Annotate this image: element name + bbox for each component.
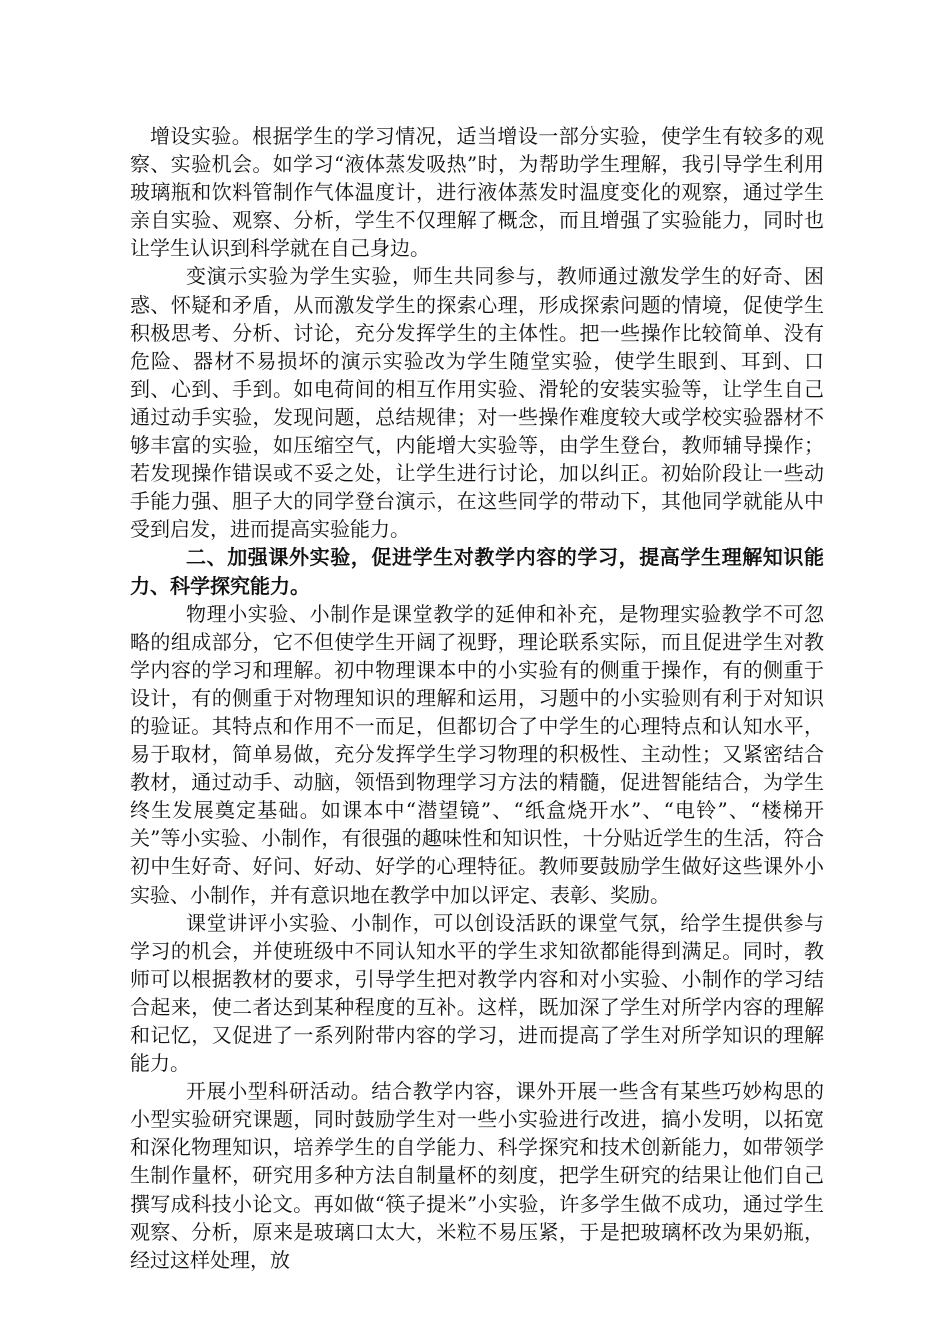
- paragraph-small-research: 开展小型科研活动。结合教学内容，课外开展一些含有某些巧妙构思的小型实验研究课题，同时鼓励学生对一些小实验进行改进，搞小发明，以拓宽和深化物理知识，培养学生的自学能力、科学探究和技术创新能力，如带领学生制作量杯，研究用多种方法自制量杯的刻度，把学生研究的结果让他们自己撰写成科技小论文。再如做“筷子提米”小实验，许多学生做不成功，通过学生观察、分析，原来是玻璃口太大，米粒不易压紧，于是把玻璃杯改为果奶瓶，经过这样处理，放: [130, 1079, 824, 1272]
- section-heading-extracurricular: 二、加强课外实验，促进学生对教学内容的学习，提高学生理解知识能力、科学探究能力。: [130, 545, 824, 598]
- document-body: [130, 122, 824, 1274]
- paragraph-small-experiments: 物理小实验、小制作是课堂教学的延伸和补充，是物理实验教学不可忽略的组成部分，它不但使学生开阔了视野，理论联系实际，而且促进学生对教学内容的学习和理解。初中物理课本中的小实验有的侧重于操作，有的侧重于设计，有的侧重于对物理知识的理解和运用，习题中的小实验则有利于对知识的验证。其特点和作用不一而足，但都切合了中学生的心理特点和认知水平，易于取材，简单易做，充分发挥学生学习物理的积极性、主动性；又紧密结合教材，通过动手、动脑，领悟到物理学习方法的精髓，促进智能结合，为学生终生发展奠定基础。如课本中“潜望镜”、“纸盒烧开水”、“电铃”、“楼梯开关”等小实验、小制作，有很强的趣味性和知识性，十分贴近学生的生活，符合初中生好奇、好问、好动、好学的心理特征。教师要鼓励学生做好这些课外小实验、小制作，并有意识地在教学中加以评定、表彰、奖励。: [130, 601, 824, 907]
- paragraph-add-experiments: 增设实验。根据学生的学习情况，适当增设一部分实验，使学生有较多的观察、实验机会。如学习“液体蒸发吸热”时，为帮助学生理解，我引导学生利用玻璃瓶和饮料管制作气体温度计，进行液体蒸发时温度变化的观察，通过学生亲自实验、观察、分析，学生不仅理解了概念，而且增强了实验能力，同时也让学生认识到科学就在自己身边。: [130, 124, 824, 261]
- paragraph-classroom-review: 课堂讲评小实验、小制作，可以创设活跃的课堂气氛，给学生提供参与学习的机会，并使班级中不同认知水平的学生求知欲都能得到满足。同时，教师可以根据教材的要求，引导学生把对教学内容和对小实验、小制作的学习结合起来，使二者达到某种程度的互补。这样，既加深了学生对所学内容的理解和记忆，又促进了一系列附带内容的学习，进而提高了学生对所学知识的理解能力。: [130, 910, 824, 1076]
- paragraph-demo-to-student-experiments: 变演示实验为学生实验，师生共同参与，教师通过激发学生的好奇、困惑、怀疑和矛盾，从而激发学生的探索心理，形成探索问题的情境，促使学生积极思考、分析、讨论，充分发挥学生的主体性。把一些操作比较简单、没有危险、器材不易损坏的演示实验改为学生随堂实验，使学生眼到、耳到、口到、心到、手到。如电荷间的相互作用实验、滑轮的安装实验等，让学生自己通过动手实验，发现问题，总结规律；对一些操作难度较大或学校实验器材不够丰富的实验，如压缩空气，内能增大实验等，由学生登台，教师辅导操作；若发现操作错误或不妥之处，让学生进行讨论，加以纠正。初始阶段让一些动手能力强、胆子大的同学登台演示，在这些同学的带动下，其他同学就能从中受到启发，进而提高实验能力。: [130, 264, 824, 542]
